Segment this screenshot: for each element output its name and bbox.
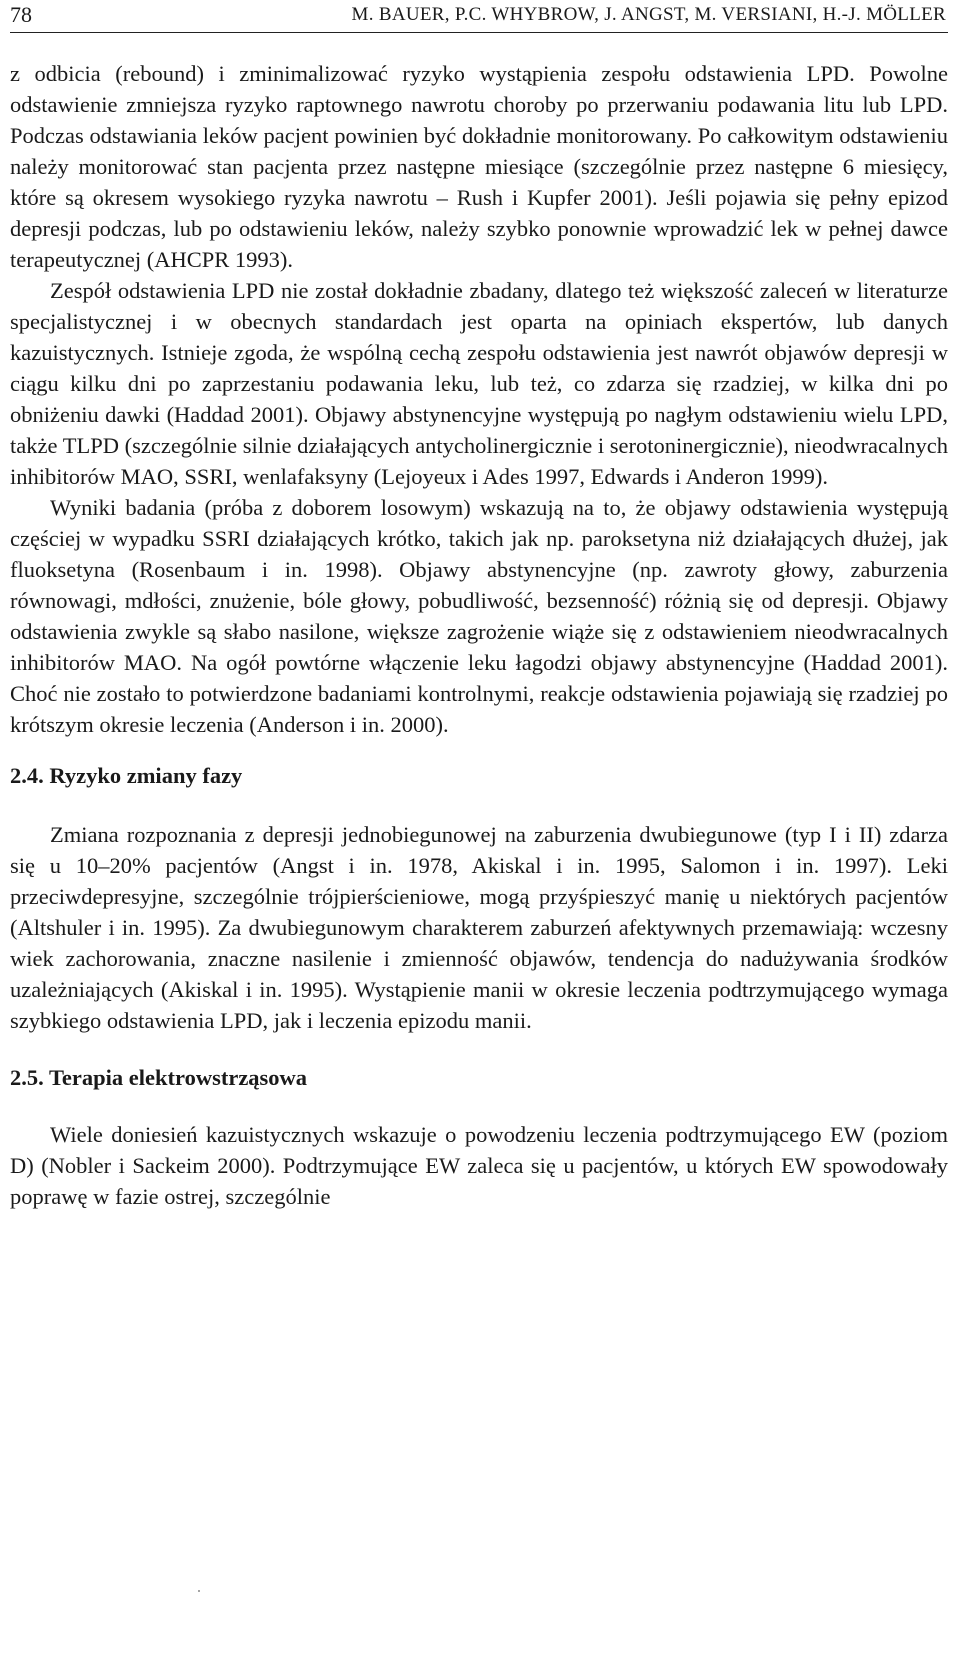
paragraph-phase-change: Zmiana rozpoznania z depresji jednobiegunowej na zaburzenia dwubiegunowe (typ I i II) zdarza się u 10–20% pacjentów (Angst i in. 1978, Akiskal i in. 1995, Salomon i in. 1997). Leki przeciwdepresyjne, szczególnie trójpierścieniowe, mogą przyśpieszyć manię u niektórych pacjentów (Altshuler i in. 1995). Za dwubiegunowym charakterem zaburzeń afektywnych przemawiają: wczesny wiek zachorowania, znaczne nasilenie i zmienność objawów, tendencja do nadużywania środków uzależniających (Akiskal i in. 1995). Wystąpienie manii w okresie leczenia podtrzymującego wymaga szybkiego odstawienia LPD, jak i leczenia epizodu manii.: [10, 822, 948, 1033]
page-number: 78: [10, 2, 32, 27]
paragraph-withdrawal-symptoms: Wyniki badania (próba z doborem losowym) wskazują na to, że objawy odstawienia występują częściej w wypadku SSRI działających krótko, takich jak np. paroksetyna niż działających dłużej, jak fluoksetyna (Rosenbaum i in. 1998). Objawy abstynencyjne (np. zawroty głowy, zaburzenia równowagi, mdłości, znużenie, bóle głowy, pobudliwość, bezsenność) różnią się od depresji. Objawy odstawienia zwykle są słabo nasilone, większe zagrożenie wiąże się z odstawieniem nieodwracalnych inhibitorów MAO. Na ogół powtórne włączenie leku łagodzi objawy abstynencyjne (Haddad 2001). Choć nie zostało to potwierdzone badaniami kontrolnymi, reakcje odstawienia pojawiają się rzadziej po krótszym okresie leczenia (Anderson i in. 2000).: [10, 495, 948, 737]
paragraph-withdrawal-monitoring: z odbicia (rebound) i zminimalizować ryzyko wystąpienia zespołu odstawienia LPD. Powolne odstawienie zmniejsza ryzyko raptownego nawrotu choroby po przerwaniu podawania litu lub LPD. Podczas odstawiania leków pacjent powinien być dokładnie monitorowany. Po całkowitym odstawieniu należy monitorować stan pacjenta przez następne miesiące (szczególnie przez następne 6 miesięcy, które są okresem wysokiego ryzyka nawrotu – Rush i Kupfer 2001). Jeśli pojawia się pełny epizod depresji podczas, lub po odstawieniu leków, należy szybko ponownie wprowadzić lek w pełnej dawce terapeutycznej (AHCPR 1993).: [10, 61, 948, 272]
body-text: [10, 58, 948, 1212]
paragraph-withdrawal-syndrome: Zespół odstawienia LPD nie został dokładnie zbadany, dlatego też większość zaleceń w literaturze specjalistycznej i w obecnych standardach jest oparta na opiniach ekspertów, lub danych kazuistycznych. Istnieje zgoda, że wspólną cechą zespołu odstawienia jest nawrót objawów depresji w ciągu kilku dni po zaprzestaniu podawania leku, lub też, co zdarza się rzadziej, w kilka dni po obniżeniu dawki (Haddad 2001). Objawy abstynencyjne występują po nagłym odstawieniu wielu LPD, także TLPD (szczególnie silnie działających antycholinergicznie i serotoninergicznie), nieodwracalnych inhibitorów MAO, SSRI, wenlafaksyny (Lejoyeux i Ades 1997, Edwards i Anderon 1999).: [10, 278, 948, 489]
running-head: [10, 2, 948, 33]
section-heading-ect: 2.5. Terapia elektrowstrząsowa: [10, 1065, 308, 1090]
paragraph-ect: Wiele doniesień kazuistycznych wskazuje o powodzeniu leczenia podtrzymującego EW (poziom D) (Nobler i Sackeim 2000). Podtrzymujące EW zaleca się u pacjentów, u których EW spowodowały poprawę w fazie ostrej, szczególnie: [10, 1122, 948, 1209]
section-heading-phase-change: 2.4. Ryzyko zmiany fazy: [10, 763, 243, 788]
running-head-authors: M. BAUER, P.C. WHYBROW, J. ANGST, M. VERSIANI, H.-J. MÖLLER: [351, 4, 946, 25]
scan-speck: [198, 1590, 200, 1592]
